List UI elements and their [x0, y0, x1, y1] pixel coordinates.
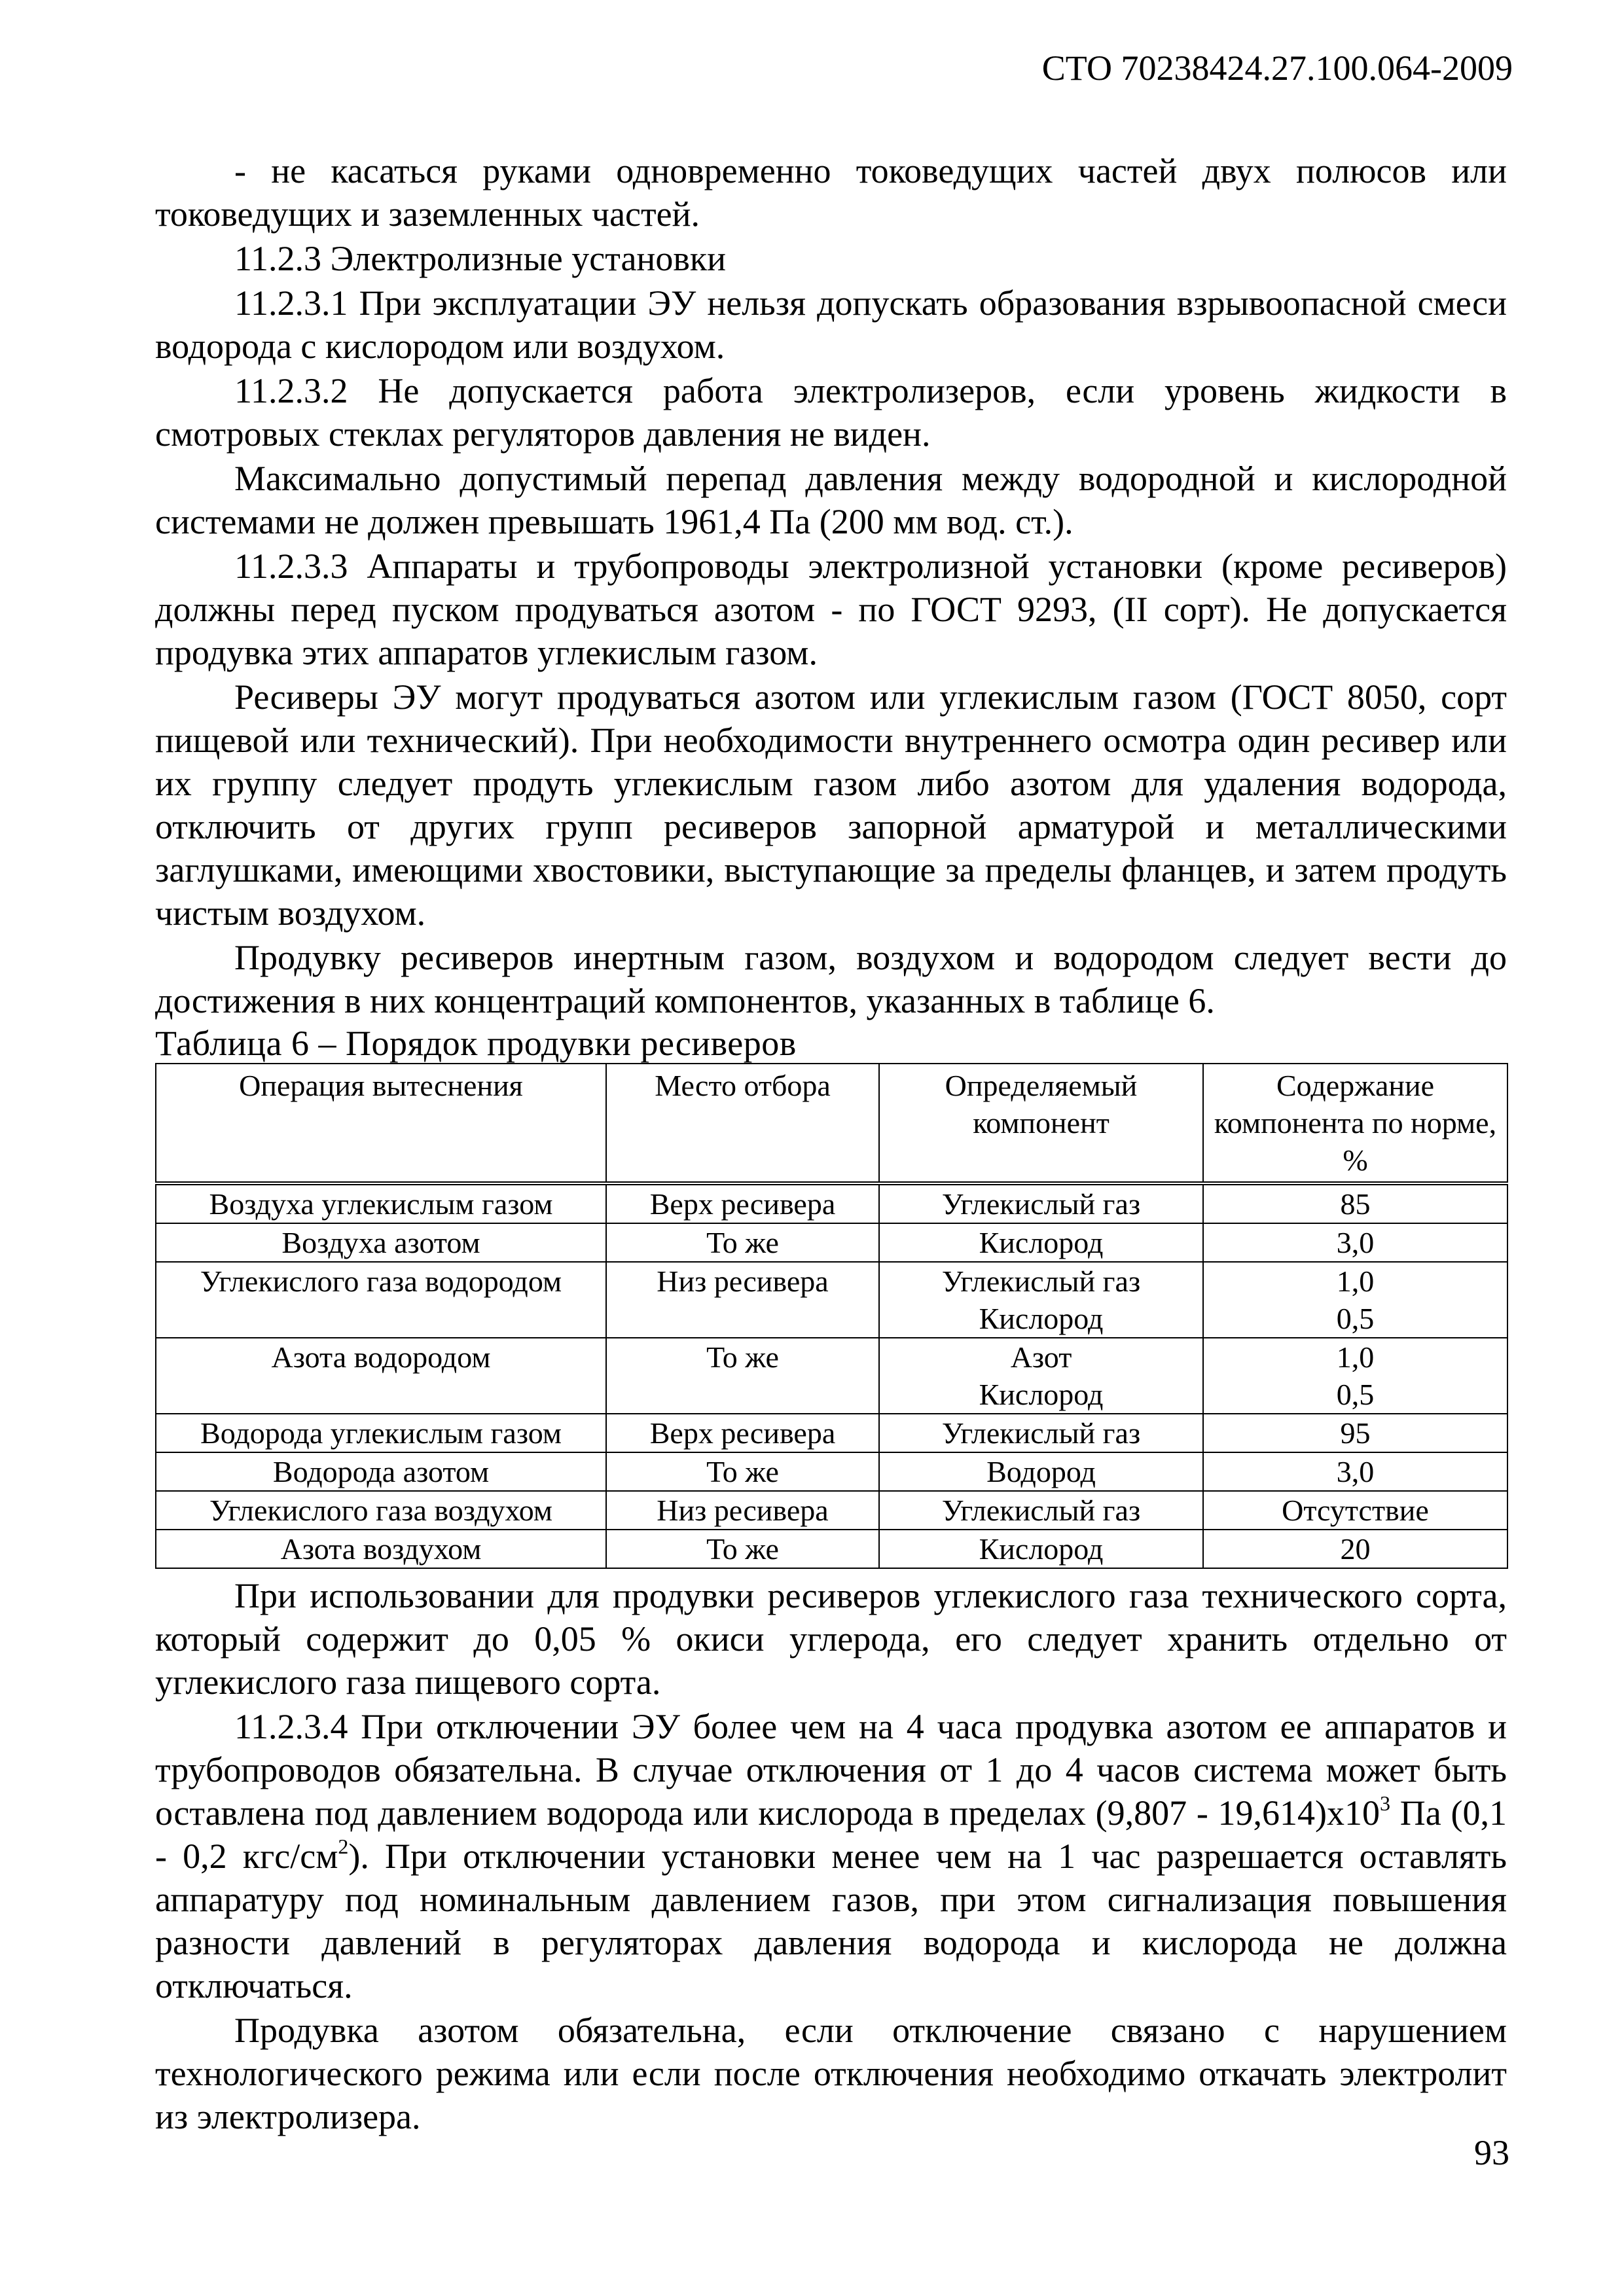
superscript: 2 [338, 1835, 349, 1858]
table-cell: Кислород [879, 1530, 1203, 1568]
table-cell: Водорода азотом [156, 1452, 606, 1491]
table-cell: То же [606, 1452, 879, 1491]
page-number: 93 [1474, 2133, 1509, 2172]
table-cell: 3,0 [1203, 1452, 1507, 1491]
table-cell: Углекислый газ [879, 1183, 1203, 1223]
paragraph: - не касаться руками одновременно токоведущих частей двух полюсов или токоведущих и заземленных частей. [155, 151, 1507, 234]
table-cell: То же [606, 1223, 879, 1262]
table-cell [1203, 1262, 1507, 1338]
cell-line: Углекислого газа водородом [200, 1265, 562, 1298]
paragraph: 11.2.3.2 Не допускается работа электролизеров, если уровень жидкости в смотровых стеклах регуляторов давления не виден. [155, 371, 1507, 454]
paragraph: Ресиверы ЭУ могут продуваться азотом или углекислым газом (ГОСТ 8050, сорт пищевой или технический). При необходимости внутреннего осмотра один ресивер или их группу следует продуть углекислым газом либо азотом для удаления водорода, отключить от других групп ресиверов запорной арматурой и металлическими заглушками, имеющими хвостовики, выступающие за пределы фланцев, и затем продуть чистым воздухом. [155, 677, 1507, 933]
text-run: Па (0,1 - 0,2 кгс/см [155, 1793, 1507, 1876]
table-cell [879, 1338, 1203, 1414]
table-cell: 95 [1203, 1414, 1507, 1452]
table-row [156, 1530, 1507, 1568]
table-cell: Отсутствие [1203, 1491, 1507, 1530]
table-cell: Воздуха углекислым газом [156, 1183, 606, 1223]
table-row [156, 1452, 1507, 1491]
table-cell: Воздуха азотом [156, 1223, 606, 1262]
page-content [155, 149, 1507, 2140]
table-cell: То же [606, 1530, 879, 1568]
table-row [156, 1338, 1507, 1414]
table-row [156, 1262, 1507, 1338]
table-header-cell: Операция вытеснения [156, 1064, 606, 1183]
section-heading: 11.2.3 Электролизные установки [234, 239, 726, 278]
table-cell [156, 1338, 606, 1414]
cell-line: Низ ресивера [657, 1265, 829, 1298]
table-caption: Таблица 6 – Порядок продувки ресиверов [155, 1024, 797, 1063]
paragraph: Продувка азотом обязательна, если отключение связано с нарушением технологического режима или если после отключения необходимо откачать электролит из электролизера. [155, 2011, 1507, 2136]
table-cell: 20 [1203, 1530, 1507, 1568]
text-run: 11.2.3.4 При отключении ЭУ более чем на 4 часа продувка азотом ее аппаратов и трубопроводов обязательна. В случае отключения от 1 до 4 часов система может быть оставлена под давлением водорода или кислорода в пределах (9,807 - 19,614)х10 [155, 1707, 1507, 1833]
paragraph: 11.2.3.3 Аппараты и трубопроводы электролизной установки (кроме ресиверов) должны перед пуском продуваться азотом - по ГОСТ 9293, (II сорт). Не допускается продувка этих аппаратов углекислым газом. [155, 547, 1507, 672]
table-header-cell: Определяемый компонент [879, 1064, 1203, 1183]
cell-line [612, 1300, 873, 1337]
table-cell: Кислород [879, 1223, 1203, 1262]
paragraph [155, 1705, 1507, 2007]
table-header-cell: Место отбора [606, 1064, 879, 1183]
cell-line: 1,0 [1336, 1340, 1375, 1374]
table-cell: Азота воздухом [156, 1530, 606, 1568]
paragraph: При использовании для продувки ресиверов углекислого газа технического сорта, который содержит до 0,05 % окиси углерода, его следует хранить отдельно от углекислого газа пищевого сорта. [155, 1576, 1507, 1702]
table-cell [879, 1262, 1203, 1338]
table-cell: Верх ресивера [606, 1414, 879, 1452]
cell-line: 1,0 [1336, 1265, 1375, 1298]
table-cell: Водорода углекислым газом [156, 1414, 606, 1452]
paragraph: Максимально допустимый перепад давления между водородной и кислородной системами не должен превышать 1961,4 Па (200 мм вод. ст.). [155, 459, 1507, 541]
table-row [156, 1183, 1507, 1223]
table-row [156, 1491, 1507, 1530]
cell-line: Кислород [979, 1378, 1104, 1411]
cell-line: То же [706, 1340, 779, 1374]
table-cell: 85 [1203, 1183, 1507, 1223]
table-cell: Водород [879, 1452, 1203, 1491]
table-cell [156, 1262, 606, 1338]
document-code: СТО 70238424.27.100.064-2009 [1041, 48, 1513, 88]
paragraph: Продувку ресиверов инертным газом, воздухом и водородом следует вести до достижения в них концентраций компонентов, указанных в таблице 6. [155, 938, 1507, 1020]
cell-line: Азот [1010, 1340, 1072, 1374]
cell-line: 0,5 [1336, 1302, 1375, 1335]
table-cell [1203, 1338, 1507, 1414]
cell-line: Кислород [979, 1302, 1104, 1335]
superscript: 3 [1380, 1791, 1391, 1815]
table-header-row [156, 1064, 1507, 1183]
table-cell: Углекислого газа воздухом [156, 1491, 606, 1530]
text-run: ). При отключении установки менее чем на 1 час разрешается оставлять аппаратуру под номинальным давлением газов, при этом сигнализация повышения разности давлений в регуляторах давления водорода и кислорода не должна отключаться. [155, 1837, 1507, 2005]
cell-line [612, 1376, 873, 1413]
table-cell: Низ ресивера [606, 1491, 879, 1530]
table-cell [606, 1262, 879, 1338]
cell-line: Азота водородом [271, 1340, 491, 1374]
cell-line [162, 1376, 600, 1413]
table-cell [606, 1338, 879, 1414]
table-cell: 3,0 [1203, 1223, 1507, 1262]
table-cell: Углекислый газ [879, 1414, 1203, 1452]
table-cell: Углекислый газ [879, 1491, 1203, 1530]
paragraph: 11.2.3.1 При эксплуатации ЭУ нельзя допускать образования взрывоопасной смеси водорода с кислородом или воздухом. [155, 283, 1507, 366]
cell-line: 0,5 [1336, 1378, 1375, 1411]
table-row [156, 1414, 1507, 1452]
cell-line: Углекислый газ [941, 1265, 1141, 1298]
table-row [156, 1223, 1507, 1262]
cell-line [162, 1300, 600, 1337]
table-cell: Верх ресивера [606, 1183, 879, 1223]
table-header-cell: Содержание компонента по норме, % [1203, 1064, 1507, 1183]
purge-table [155, 1063, 1508, 1569]
